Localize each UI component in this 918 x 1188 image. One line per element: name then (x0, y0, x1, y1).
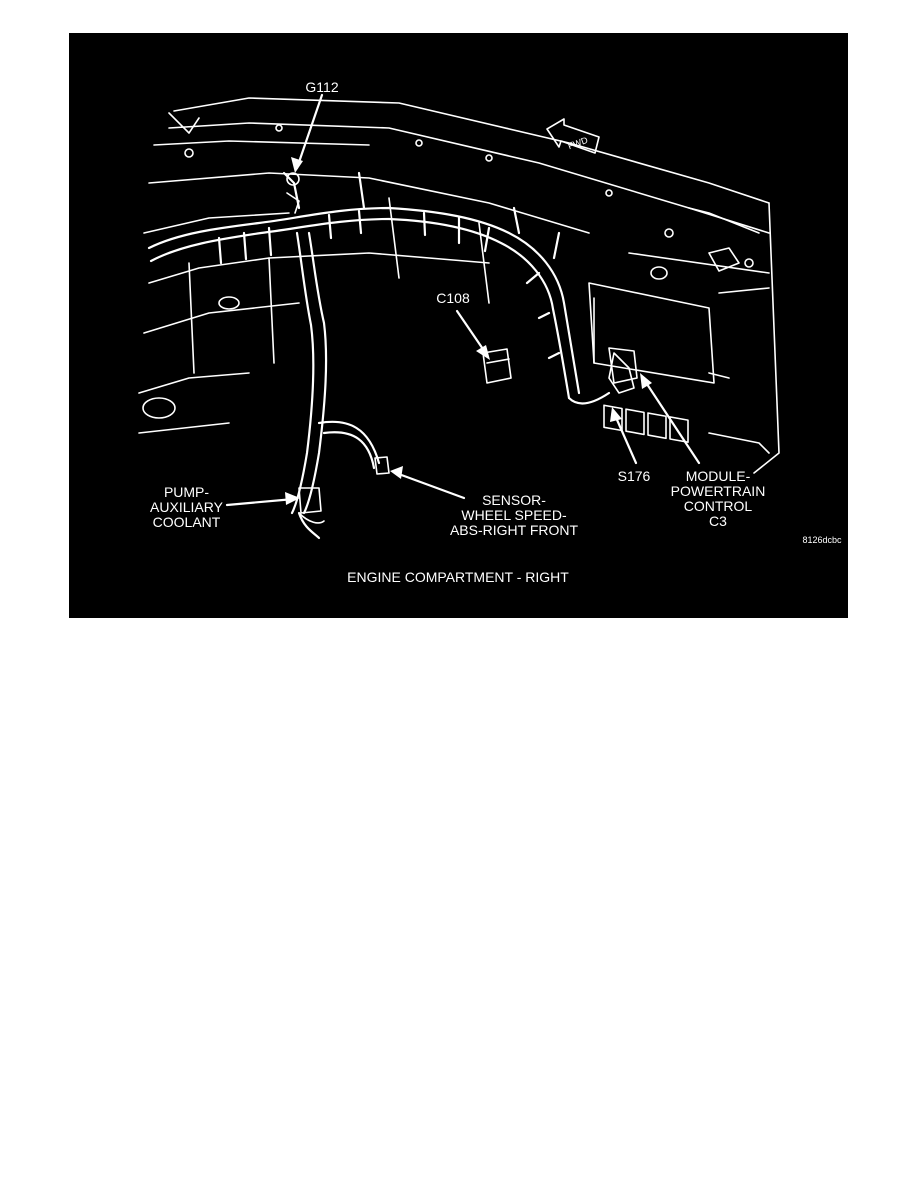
label-auxiliary-coolant-pump (139, 485, 234, 530)
figure-id: 8126dcbc (802, 535, 842, 545)
label-line: WHEEL SPEED- (461, 507, 567, 523)
label-line: CONTROL (683, 498, 753, 514)
label-line: MODULE- (685, 468, 751, 484)
callout-arrowheads (285, 157, 652, 505)
label-line: C3 (709, 513, 727, 529)
label-line: SENSOR- (482, 492, 546, 508)
diagram-figure (69, 33, 848, 618)
label-line: AUXILIARY (150, 499, 223, 515)
label-s176 (609, 469, 659, 484)
figure-caption: ENGINE COMPARTMENT - RIGHT (347, 569, 569, 585)
body-structure-lines (139, 98, 779, 473)
label-line: PUMP- (163, 484, 210, 500)
label-powertrain-control-module (663, 469, 773, 529)
label-line: G112 (305, 79, 339, 95)
label-line: C108 (436, 290, 470, 306)
label-g112 (297, 80, 347, 95)
label-line: COOLANT (152, 514, 221, 530)
label-line: POWERTRAIN (670, 483, 766, 499)
label-line: FWD (566, 134, 590, 152)
label-c108 (423, 291, 483, 306)
label-line: S176 (617, 468, 651, 484)
powertrain-control-module-drawing (589, 283, 729, 442)
label-line: ABS-RIGHT FRONT (449, 522, 579, 538)
wiring-harness (149, 173, 609, 538)
label-wheel-speed-sensor (444, 493, 584, 538)
